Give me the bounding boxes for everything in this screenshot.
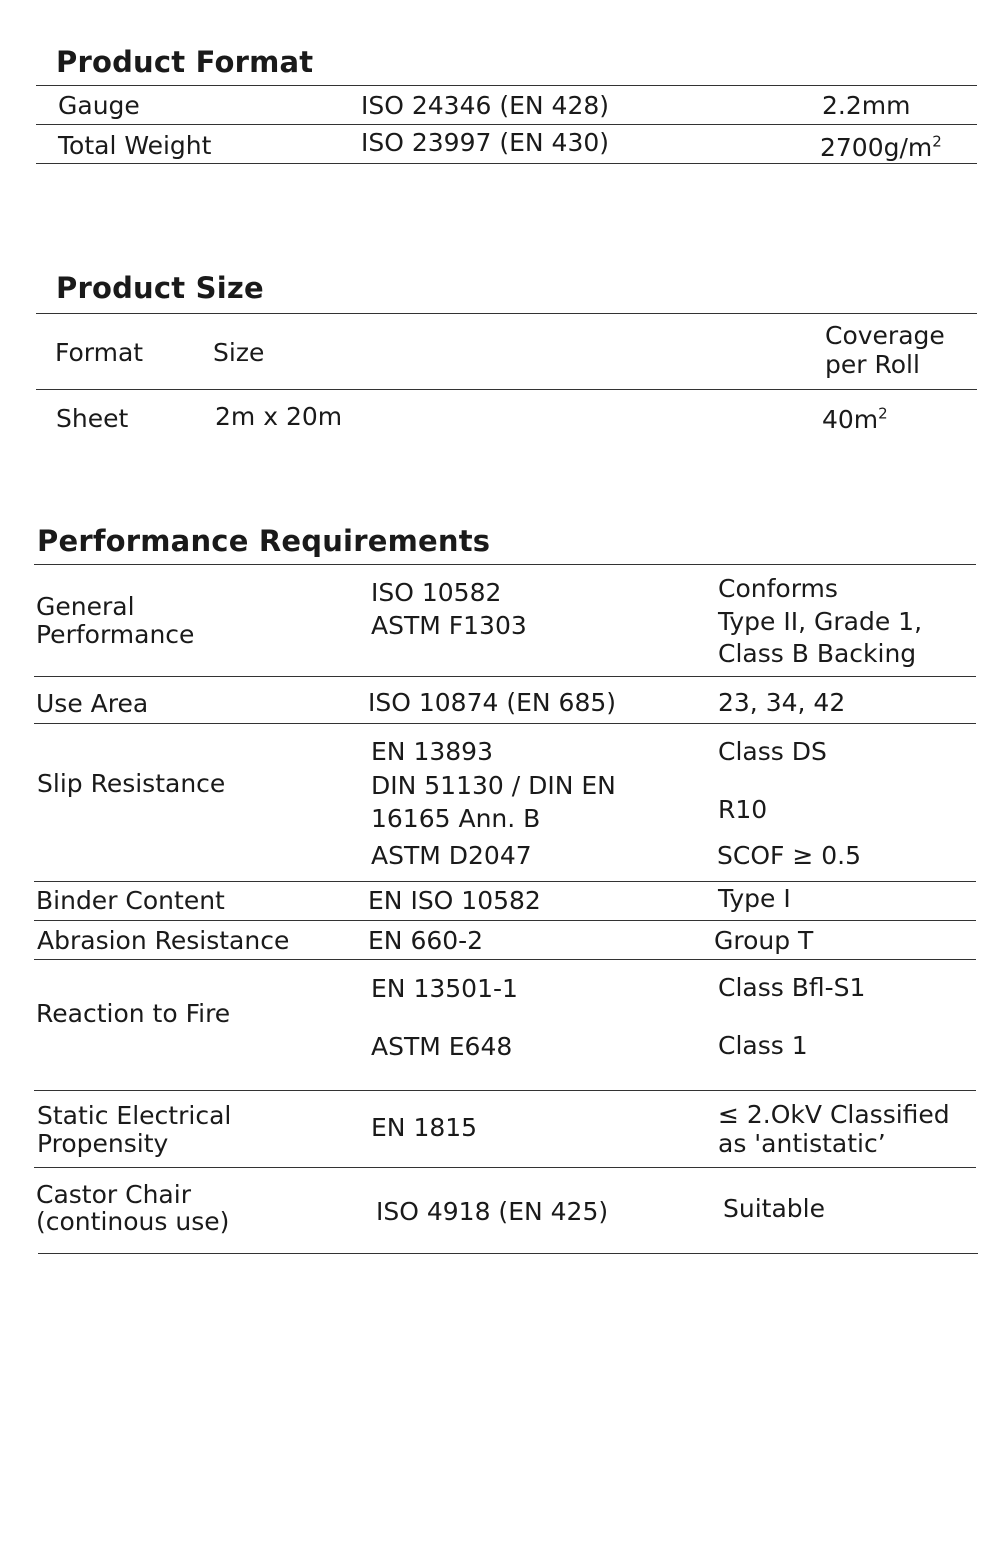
binder-content-label: Binder Content: [36, 886, 225, 915]
divider: [34, 959, 976, 960]
castor-chair-standard: ISO 4918 (EN 425): [376, 1197, 609, 1226]
divider: [34, 564, 976, 565]
total-weight-value: $2700g/m^2$: [820, 132, 942, 162]
sheet-coverage: $40m^2$: [822, 404, 888, 434]
divider: [34, 676, 976, 677]
binder-content-value: Type I: [718, 884, 791, 913]
gauge-standard: ISO 24346 (EN 428): [361, 91, 610, 120]
static-electrical-value-2: as 'antistatic’: [718, 1129, 886, 1158]
use-area-standard: ISO 10874 (EN 685): [368, 688, 617, 717]
slip-value-2: R10: [718, 795, 768, 824]
static-electrical-value-1: ≤ 2.OkV Classified: [718, 1100, 950, 1129]
general-performance-standard-1: ISO 10582: [371, 578, 502, 607]
divider: [34, 1167, 976, 1168]
divider: [36, 313, 977, 314]
general-performance-label-1: General: [36, 592, 135, 621]
general-performance-value-2: Type II, Grade 1,: [718, 607, 923, 636]
static-electrical-standard: EN 1815: [371, 1113, 478, 1142]
abrasion-resistance-value: Group T: [714, 926, 814, 955]
general-performance-value-3: Class B Backing: [718, 639, 917, 668]
divider: [34, 1090, 976, 1091]
divider: [34, 723, 976, 724]
divider: [36, 85, 977, 86]
fire-standard-2: ASTM E648: [371, 1032, 513, 1061]
abrasion-resistance-standard: EN 660-2: [368, 926, 484, 955]
sheet-size: 2m x 20m: [215, 402, 343, 431]
slip-standard-1: EN 13893: [371, 737, 493, 766]
header-size: Size: [213, 338, 265, 367]
castor-chair-label-1: Castor Chair: [36, 1180, 191, 1209]
general-performance-value-1: Conforms: [718, 574, 838, 603]
divider: [36, 163, 977, 164]
divider: [34, 881, 976, 882]
use-area-label: Use Area: [36, 689, 149, 718]
divider: [34, 920, 976, 921]
slip-standard-2b: 16165 Ann. B: [371, 804, 541, 833]
header-coverage-line2: per Roll: [825, 350, 920, 379]
total-weight-label: Total Weight: [58, 131, 212, 160]
fire-standard-1: EN 13501-1: [371, 974, 518, 1003]
slip-standard-3: ASTM D2047: [371, 841, 532, 870]
divider: [36, 124, 977, 125]
section-title-product-size: Product Size: [56, 271, 264, 305]
header-format: Format: [55, 338, 144, 367]
header-coverage-line1: Coverage: [825, 321, 945, 350]
gauge-value: 2.2mm: [822, 91, 911, 120]
slip-resistance-label: Slip Resistance: [37, 769, 226, 798]
section-title-performance: Performance Requirements: [37, 524, 491, 558]
divider: [38, 1253, 978, 1254]
slip-value-1: Class DS: [718, 737, 827, 766]
divider: [36, 389, 977, 390]
static-electrical-label-1: Static Electrical: [37, 1101, 232, 1130]
sheet-format: Sheet: [56, 404, 129, 433]
castor-chair-value: Suitable: [723, 1194, 825, 1223]
abrasion-resistance-label: Abrasion Resistance: [37, 926, 290, 955]
use-area-value: 23, 34, 42: [718, 688, 846, 717]
binder-content-standard: EN ISO 10582: [368, 886, 541, 915]
gauge-label: Gauge: [58, 91, 140, 120]
reaction-to-fire-label: Reaction to Fire: [36, 999, 231, 1028]
slip-value-3: SCOF ≥ 0.5: [717, 841, 861, 870]
fire-value-2: Class 1: [718, 1031, 808, 1060]
fire-value-1: Class Bfl-S1: [718, 973, 866, 1002]
general-performance-label-2: Performance: [36, 620, 195, 649]
total-weight-standard: ISO 23997 (EN 430): [361, 128, 610, 157]
slip-standard-2a: DIN 51130 / DIN EN: [371, 771, 616, 800]
general-performance-standard-2: ASTM F1303: [371, 611, 527, 640]
section-title-product-format: Product Format: [56, 45, 314, 79]
castor-chair-label-2: (continous use): [36, 1207, 230, 1236]
static-electrical-label-2: Propensity: [37, 1129, 169, 1158]
